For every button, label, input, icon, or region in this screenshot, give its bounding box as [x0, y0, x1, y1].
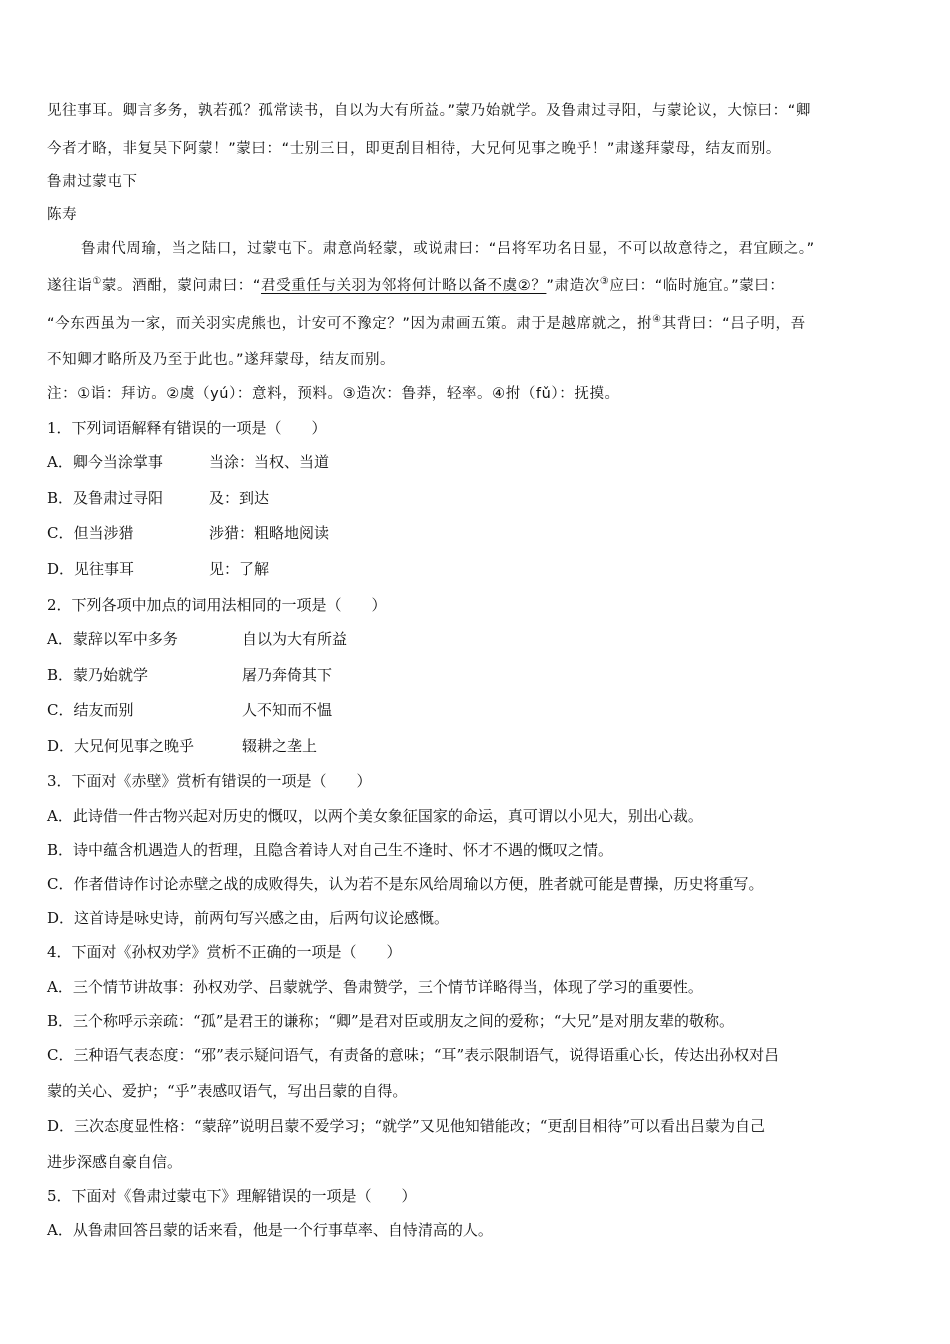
- q3-option-b: B．诗中蕴含机遇造人的哲理，且隐含着诗人对自己生不逢时、怀才不遇的慨叹之情。: [47, 841, 614, 859]
- passage2-line2: [47, 276, 785, 296]
- q1-option-d-expl: 见：了解: [209, 560, 270, 578]
- passage1-line1: 见往事耳。卿言多务，孰若孤？孤常读书，自以为大有所益。”蒙乃始就学。及鲁肃过寻阳，与蒙论议，大惊曰：“卿: [47, 103, 811, 119]
- q1-option-b-label: B．及鲁肃过寻阳: [47, 489, 164, 507]
- passage2-line1: 鲁肃代周瑜，当之陆口，过蒙屯下。肃意尚轻蒙，或说肃曰：“吕将军功名日显，不可以故意待之，君宜顾之。”: [81, 241, 815, 257]
- footnote-mark-3: ③: [599, 276, 610, 288]
- q3-option-d: D．这首诗是咏史诗，前两句写兴感之由，后两句议论感慨。: [47, 909, 450, 927]
- q2-stem: 2．下列各项中加点的词用法相同的一项是（ ）: [47, 596, 387, 614]
- q4-option-d-line1: D．三次态度显性格：“蒙辞”说明吕蒙不爱学习；“就学”又见他知错能改；“更刮目相待”可以看出吕蒙为自己: [47, 1117, 766, 1135]
- q1-option-a-label: A．卿今当涂掌事: [47, 453, 163, 471]
- underlined-sentence: 君受重任与关羽为邻将何计略以备不虞②？: [261, 278, 547, 294]
- q4-option-c-line1: C．三种语气表态度：“邪”表示疑问语气，有责备的意味；“耳”表示限制语气，说得语重心长，传达出孙权对吕: [47, 1046, 780, 1064]
- q4-option-b: B．三个称呼示亲疏：“孤”是君王的谦称；“卿”是君对臣或朋友之间的爱称；“大兄”是对朋友辈的敬称。: [47, 1012, 735, 1030]
- q1-option-c-expl: 涉猎：粗略地阅读: [209, 524, 330, 542]
- footnote-mark-1: ①: [92, 276, 102, 288]
- q2-option-c-expl: 人不知而不愠: [242, 701, 333, 719]
- passage2-line2-a: 遂往诣: [47, 278, 93, 294]
- q1-option-b-expl: 及：到达: [209, 489, 270, 507]
- passage2-line2-b: 蒙。酒酣，蒙问肃曰：“: [101, 278, 262, 294]
- passage2-author: 陈寿: [47, 207, 78, 223]
- footnote-mark-4: ④: [652, 314, 662, 326]
- annotation-note: 注：①诣：拜访。②虞（yú）：意料，预料。③造次：鲁莽，轻率。④拊（fǔ）：抚摸。: [47, 386, 620, 402]
- q1-stem: 1．下列词语解释有错误的一项是（ ）: [47, 419, 327, 437]
- passage2-line4: 不知卿才略所及乃至于此也。”遂拜蒙母，结友而别。: [47, 352, 396, 368]
- q1-option-c-label: C．但当涉猎: [47, 524, 134, 542]
- q1-option-a-expl: 当涂：当权、当道: [209, 453, 330, 471]
- q5-stem: 5．下面对《鲁肃过蒙屯下》理解错误的一项是（ ）: [47, 1187, 417, 1205]
- q2-option-c-label: C．结友而别: [47, 701, 134, 719]
- q2-option-b-label: B．蒙乃始就学: [47, 666, 149, 684]
- q4-stem: 4．下面对《孙权劝学》赏析不正确的一项是（ ）: [47, 943, 402, 961]
- q2-option-a-expl: 自以为大有所益: [242, 630, 348, 648]
- q2-option-d-expl: 辍耕之垄上: [242, 737, 318, 755]
- q5-option-a: A．从鲁肃回答吕蒙的话来看，他是一个行事草率、自恃清高的人。: [47, 1221, 493, 1239]
- q2-option-b-expl: 屠乃奔倚其下: [242, 666, 333, 684]
- q2-option-d-label: D．大兄何见事之晚乎: [47, 737, 195, 755]
- q3-option-c: C．作者借诗作讨论赤壁之战的成败得失，认为若不是东风给周瑜以方便，胜者就可能是曹操，历史将重写。: [47, 875, 764, 893]
- passage2-title: 鲁肃过蒙屯下: [47, 174, 138, 190]
- passage2-line3: [47, 314, 806, 334]
- passage1-line2: 今者才略，非复吴下阿蒙！”蒙曰：“士别三日，即更刮目相待，大兄何见事之晚乎！”肃遂拜蒙母，结友而别。: [47, 141, 782, 157]
- q4-option-d-line2: 进步深感自豪自信。: [47, 1153, 183, 1171]
- q1-option-a: [47, 452, 163, 472]
- q4-option-a: A．三个情节讲故事：孙权劝学、吕蒙就学、鲁肃赞学，三个情节详略得当，体现了学习的重要性。: [47, 978, 703, 996]
- passage2-line3-a: “今东西虽为一家，而关羽实虎熊也，计安可不豫定？”因为肃画五策。肃于是越席就之，拊: [47, 316, 653, 332]
- q2-option-a-label: A．蒙辞以军中多务: [47, 630, 178, 648]
- q3-stem: 3．下面对《赤壁》赏析有错误的一项是（ ）: [47, 772, 372, 790]
- q4-option-c-line2: 蒙的关心、爱护；“乎”表感叹语气，写出吕蒙的自得。: [47, 1082, 408, 1100]
- passage2-line2-c: ”肃造次: [546, 278, 600, 294]
- passage2-line3-b: 其背曰：“吕子明，吾: [661, 316, 806, 332]
- passage2-line2-d: 应曰：“临时施宜。”蒙曰：: [609, 278, 785, 294]
- q1-option-d-label: D．见往事耳: [47, 560, 135, 578]
- q3-option-a: A．此诗借一件古物兴起对历史的慨叹，以两个美女象征国家的命运，真可谓以小见大，别出心裁。: [47, 807, 703, 825]
